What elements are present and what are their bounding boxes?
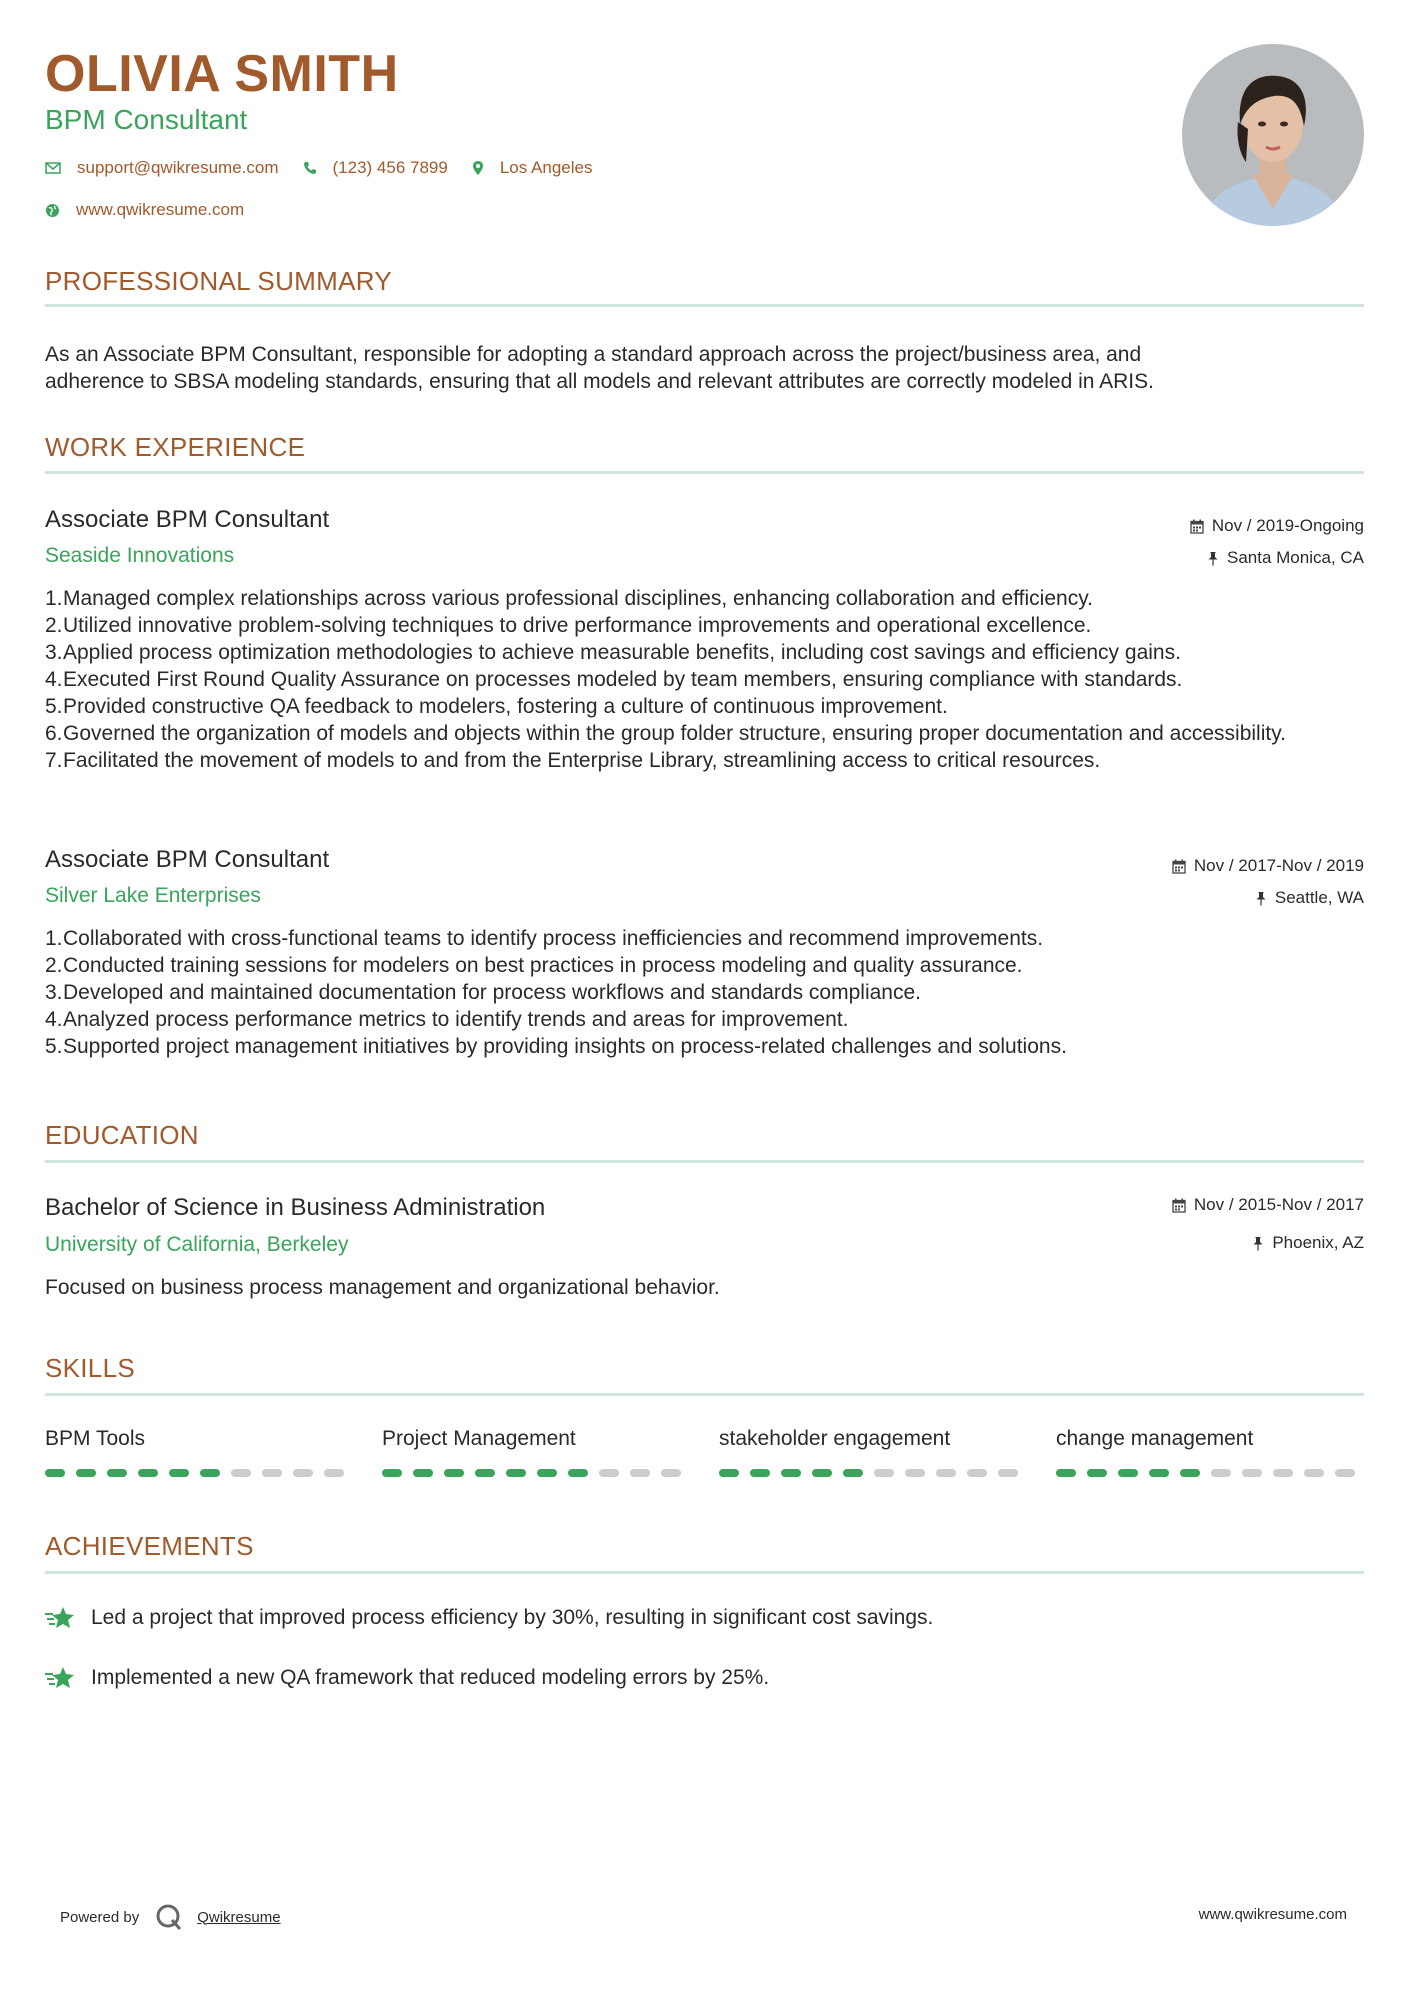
skill-dot-filled xyxy=(1118,1469,1138,1477)
envelope-icon xyxy=(45,162,61,174)
list-item: 1. Collaborated with cross-functional teams to identify process inefficiencies and recommend improvements. xyxy=(45,927,1044,950)
pushpin-icon xyxy=(1207,551,1219,566)
skill-item xyxy=(1056,1427,1356,1451)
job-bullets xyxy=(45,925,1365,1060)
candidate-title: BPM Consultant xyxy=(45,104,248,135)
company-name: Seaside Innovations xyxy=(45,544,235,567)
school-name: University of California, Berkeley xyxy=(45,1233,349,1256)
section-title-skills: SKILLS xyxy=(45,1353,135,1383)
company-name: Silver Lake Enterprises xyxy=(45,884,261,907)
achievement-item: Led a project that improved process efficiency by 30%, resulting in significant cost savings. xyxy=(45,1605,933,1631)
list-item: 5. Provided constructive QA feedback to modelers, fostering a culture of continuous improvement. xyxy=(45,695,948,718)
skill-dot-empty xyxy=(231,1469,251,1477)
skill-dot-empty xyxy=(262,1469,282,1477)
skill-dot-empty xyxy=(936,1469,956,1477)
skill-dot-filled xyxy=(750,1469,770,1477)
summary-text: As an Associate BPM Consultant, responsible for adopting a standard approach across the project/business area, and adherence to SBSA modeling standards, ensuring that all models and relevant attributes are correctly modeled in ARIS. xyxy=(45,343,1154,393)
skill-dot-empty xyxy=(1304,1469,1324,1477)
contact-email[interactable] xyxy=(45,158,279,178)
list-item: 4. Analyzed process performance metrics to identify trends and areas for improvement. xyxy=(45,1008,849,1031)
skill-name: BPM Tools xyxy=(45,1427,145,1450)
skill-dot-empty xyxy=(293,1469,313,1477)
skill-dot-filled xyxy=(45,1469,65,1477)
footer-url[interactable]: www.qwikresume.com xyxy=(1198,1906,1347,1923)
star-award-icon xyxy=(45,1665,77,1691)
skill-item xyxy=(719,1427,1019,1451)
list-item: 7. Facilitated the movement of models to and from the Enterprise Library, streamlining access to critical resources. xyxy=(45,749,1101,772)
skill-dot-filled xyxy=(475,1469,495,1477)
contact-website[interactable] xyxy=(45,200,244,220)
footer-powered-by: Powered by Qwikresume xyxy=(60,1903,281,1931)
section-divider xyxy=(45,1393,1364,1396)
skill-dot-filled xyxy=(413,1469,433,1477)
skill-dot-filled xyxy=(444,1469,464,1477)
achievement-item: Implemented a new QA framework that reduced modeling errors by 25%. xyxy=(45,1665,769,1691)
job-location: Seattle, WA xyxy=(1255,888,1364,908)
skill-rating xyxy=(382,1469,692,1477)
list-item: 3. Developed and maintained documentation for process workflows and standards compliance. xyxy=(45,981,921,1004)
contact-row-2 xyxy=(45,200,268,220)
skill-dot-empty xyxy=(630,1469,650,1477)
education-dates: Nov / 2015-Nov / 2017 xyxy=(1172,1195,1364,1215)
job-location: Santa Monica, CA xyxy=(1207,548,1364,568)
skill-dot-empty xyxy=(1335,1469,1355,1477)
skill-dot-filled xyxy=(1087,1469,1107,1477)
skill-dot-filled xyxy=(1056,1469,1076,1477)
pushpin-icon xyxy=(1255,891,1267,906)
skill-name: stakeholder engagement xyxy=(719,1427,951,1450)
section-title-experience: WORK EXPERIENCE xyxy=(45,432,306,462)
skill-dot-empty xyxy=(905,1469,925,1477)
skill-dot-filled xyxy=(382,1469,402,1477)
website-text: www.qwikresume.com xyxy=(76,200,245,219)
skill-item xyxy=(382,1427,682,1451)
phone-text: (123) 456 7899 xyxy=(332,158,448,177)
section-divider xyxy=(45,471,1364,474)
skill-dot-empty xyxy=(1273,1469,1293,1477)
pushpin-icon xyxy=(1252,1236,1264,1251)
footer-brand-link[interactable]: Qwikresume xyxy=(197,1908,281,1926)
skill-dot-filled xyxy=(76,1469,96,1477)
globe-icon xyxy=(45,203,60,218)
candidate-name: OLIVIA SMITH xyxy=(45,45,399,103)
skill-rating xyxy=(1056,1469,1366,1477)
degree-title: Bachelor of Science in Business Administration xyxy=(45,1194,546,1221)
skill-dot-filled xyxy=(506,1469,526,1477)
profile-photo xyxy=(1182,44,1364,226)
skill-dot-empty xyxy=(599,1469,619,1477)
skill-name: Project Management xyxy=(382,1427,576,1450)
job-title: Associate BPM Consultant xyxy=(45,846,330,873)
skill-dot-filled xyxy=(1180,1469,1200,1477)
list-item: 5. Supported project management initiatives by providing insights on process-related challenges and solutions. xyxy=(45,1035,1067,1058)
list-item: 3. Applied process optimization methodologies to achieve measurable benefits, including cost savings and efficiency gains. xyxy=(45,641,1181,664)
email-text: support@qwikresume.com xyxy=(77,158,279,177)
list-item: 4. Executed First Round Quality Assurance on processes modeled by team members, ensuring compliance with standards. xyxy=(45,668,1183,691)
skill-dot-empty xyxy=(1211,1469,1231,1477)
skill-dot-empty xyxy=(967,1469,987,1477)
skill-dot-empty xyxy=(324,1469,344,1477)
skill-dot-filled xyxy=(781,1469,801,1477)
list-item: 6. Governed the organization of models and objects within the group folder structure, ensuring proper documentation and accessibility. xyxy=(45,722,1286,745)
skill-dot-empty xyxy=(1242,1469,1262,1477)
skill-dot-filled xyxy=(200,1469,220,1477)
job-dates: Nov / 2017-Nov / 2019 xyxy=(1172,856,1364,876)
skill-item xyxy=(45,1427,345,1451)
skill-rating xyxy=(719,1469,1029,1477)
contact-location xyxy=(472,158,593,178)
job-bullets xyxy=(45,585,1365,774)
map-pin-icon xyxy=(472,160,484,176)
education-description: Focused on business process management and organizational behavior. xyxy=(45,1276,720,1299)
location-text: Los Angeles xyxy=(499,158,593,177)
section-title-achievements: ACHIEVEMENTS xyxy=(45,1531,254,1561)
skill-dot-filled xyxy=(169,1469,189,1477)
calendar-icon xyxy=(1190,519,1204,534)
calendar-icon xyxy=(1172,1198,1186,1213)
skill-dot-filled xyxy=(719,1469,739,1477)
skill-dot-empty xyxy=(661,1469,681,1477)
skill-dot-filled xyxy=(138,1469,158,1477)
qwikresume-logo-icon xyxy=(155,1903,183,1931)
calendar-icon xyxy=(1172,859,1186,874)
skill-dot-filled xyxy=(568,1469,588,1477)
job-dates: Nov / 2019-Ongoing xyxy=(1190,516,1364,536)
list-item: 1. Managed complex relationships across various professional disciplines, enhancing collaboration and efficiency. xyxy=(45,587,1093,610)
section-title-summary: PROFESSIONAL SUMMARY xyxy=(45,266,392,296)
skill-dot-filled xyxy=(537,1469,557,1477)
skill-dot-filled xyxy=(107,1469,127,1477)
education-location: Phoenix, AZ xyxy=(1252,1233,1364,1253)
contact-phone[interactable] xyxy=(303,158,448,178)
job-title: Associate BPM Consultant xyxy=(45,506,330,533)
skill-dot-filled xyxy=(812,1469,832,1477)
contact-row-1 xyxy=(45,158,616,178)
skill-name: change management xyxy=(1056,1427,1254,1450)
skill-rating xyxy=(45,1469,355,1477)
list-item: 2. Conducted training sessions for modelers on best practices in process modeling and quality assurance. xyxy=(45,954,1023,977)
phone-icon xyxy=(303,161,317,175)
skill-dot-empty xyxy=(998,1469,1018,1477)
skill-dot-filled xyxy=(843,1469,863,1477)
star-award-icon xyxy=(45,1605,77,1631)
skill-dot-empty xyxy=(874,1469,894,1477)
list-item: 2. Utilized innovative problem-solving techniques to drive performance improvements and operational excellence. xyxy=(45,614,1092,637)
skill-dot-filled xyxy=(1149,1469,1169,1477)
section-divider xyxy=(45,304,1364,307)
section-divider xyxy=(45,1571,1364,1574)
section-title-education: EDUCATION xyxy=(45,1120,199,1150)
section-divider xyxy=(45,1160,1364,1163)
